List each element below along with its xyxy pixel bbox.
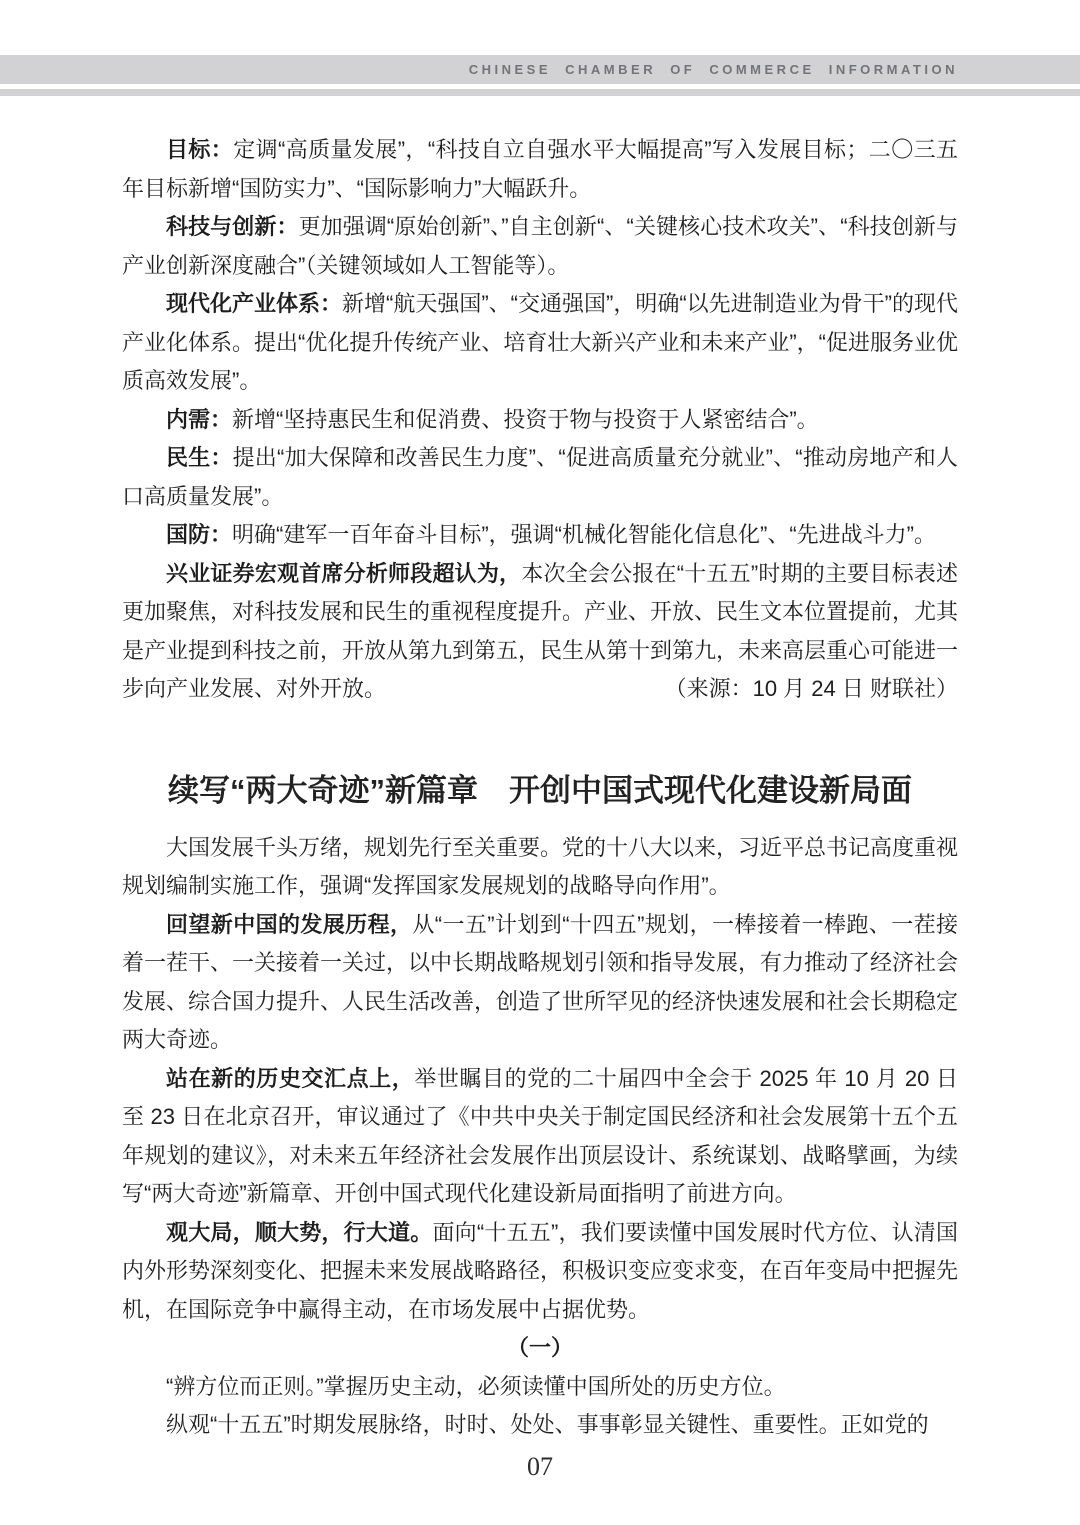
- article-body: [122, 131, 958, 1445]
- paragraph-text: 举世瞩目的党的二十届四中全会于 2025 年 10 月 20 日至 23 日在北京召开，审议通过了《中共中央关于制定国民经济和社会发展第十五个五年规划的建议》，对未来五年经济社会发展作出顶层设计、系统谋划、战略擘画，为续写“两大奇迹”新篇章、开创中国式现代化建设新局面指明了前进方向。: [122, 1065, 958, 1206]
- paragraph-text: 定调“高质量发展”，“科技自立自强水平大幅提高”写入发展目标；二〇三五年目标新增“国防实力”、“国际影响力”大幅跃升。: [122, 137, 958, 201]
- paragraph: [122, 439, 958, 516]
- paragraph-lead: 科技与创新：: [166, 214, 299, 239]
- paragraph: [122, 401, 958, 440]
- paragraph: [122, 1214, 958, 1330]
- paragraph-lead: 内需：: [166, 406, 233, 432]
- section-marker: （一）: [506, 1335, 573, 1360]
- paragraph-text: “辨方位而正则。”掌握历史主动，必须读懂中国所处的历史方位。: [166, 1373, 786, 1399]
- paragraph-lead: 回望新中国的发展历程，: [166, 911, 413, 937]
- paragraph-lead: 站在新的历史交汇点上，: [166, 1065, 415, 1091]
- paragraph: [122, 131, 958, 208]
- paragraph-text: 面向“十五五”，我们要读懂中国发展时代方位、认清国内外形势深刻变化、把握未来发展战略路径，积极识变应变求变，在百年变局中把握先机，在国际竞争中赢得主动，在市场发展中占据优势。: [122, 1219, 959, 1322]
- paragraph-lead: 国防：: [166, 522, 233, 547]
- paragraph: [122, 906, 958, 1060]
- header-banner-title: CHINESE CHAMBER OF COMMERCE INFORMATION: [468, 62, 958, 77]
- paragraph: [122, 1368, 958, 1407]
- paragraph: [122, 555, 958, 709]
- paragraph-text: 本次全会公报在“十五五”时期的主要目标表述更加聚焦，对科技发展和民生的重视程度提升。产业、开放、民生文本位置提前，尤其是产业提到科技之前，开放从第九到第五，民生从第十到第九，未来高层重心可能进一步向产业发展、对外开放。: [122, 560, 959, 701]
- paragraph-text: 纵观“十五五”时期发展脉络，时时、处处、事事彰显关键性、重要性。正如党的: [166, 1412, 929, 1437]
- paragraph-lead: 兴业证券宏观首席分析师段超认为，: [166, 560, 522, 586]
- paragraph: [122, 516, 958, 555]
- paragraph: [122, 1060, 958, 1214]
- paragraph-lead: 观大局，顺大势，行大道。: [166, 1219, 433, 1245]
- paragraph: [122, 208, 958, 285]
- paragraph-text: 提出“加大保障和改善民生力度”、“促进高质量充分就业”、“推动房地产和人口高质量发展”。: [122, 445, 958, 509]
- paragraph-text: 大国发展千头万绪，规划先行至关重要。党的十八大以来，习近平总书记高度重视规划编制实施工作，强调“发挥国家发展规划的战略导向作用”。: [122, 834, 959, 898]
- paragraph: [122, 1406, 958, 1445]
- paragraph: [122, 285, 958, 401]
- header-divider-bar: [0, 89, 1080, 96]
- paragraph-lead: 目标：: [166, 137, 234, 162]
- paragraph-text: 新增“坚持惠民生和促消费、投资于物与投资于人紧密结合”。: [232, 406, 819, 432]
- paragraph-lead: 民生：: [166, 445, 233, 470]
- article-title: 续写“两大奇迹”新篇章 开创中国式现代化建设新局面: [168, 772, 912, 808]
- paragraph-text: 更加强调“原始创新”、”自主创新“、“关键核心技术攻关”、“科技创新与产业创新深度融合”（关键领域如人工智能等）。: [122, 214, 958, 278]
- source-credit: （来源：10 月 24 日 财联社）: [664, 676, 958, 701]
- paragraph-text: 新增“航天强国”、“交通强国”，明确“以先进制造业为骨干”的现代产业化体系。提出“优化提升传统产业、培育壮大新兴产业和未来产业”，“促进服务业优质高效发展”。: [122, 291, 958, 393]
- page-number: 07: [527, 1452, 553, 1481]
- paragraph-text: 从“一五”计划到“十四五”规划，一棒接着一棒跑、一茬接着一茬干、一关接着一关过，以中长期战略规划引领和指导发展，有力推动了经济社会发展、综合国力提升、人民生活改善，创造了世所罕见的经济快速发展和社会长期稳定两大奇迹。: [122, 911, 959, 1052]
- paragraph: [122, 829, 958, 906]
- paragraph-text: 明确“建军一百年奋斗目标”，强调“机械化智能化信息化”、“先进战斗力”。: [232, 522, 936, 547]
- paragraph-lead: 现代化产业体系：: [166, 291, 343, 316]
- header-banner: [0, 55, 1080, 84]
